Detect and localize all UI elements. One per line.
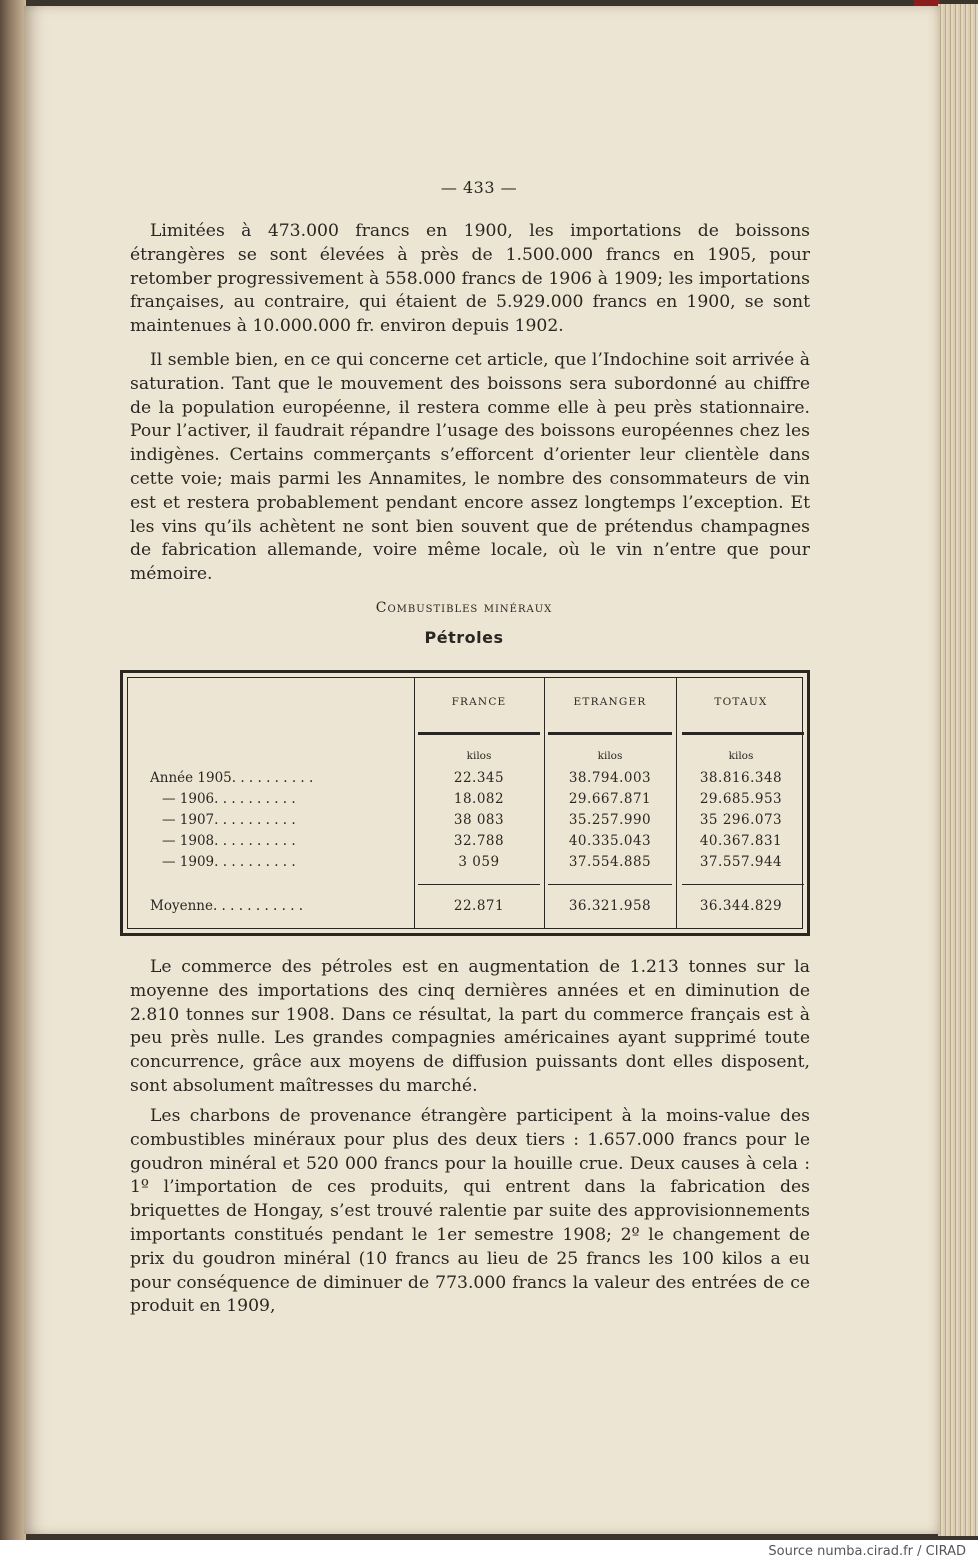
- column-header-france: FRANCE: [451, 696, 507, 708]
- table-row-average: [128, 898, 802, 919]
- header-rule: [548, 732, 672, 735]
- column-header-etranger: ETRANGER: [573, 696, 647, 708]
- unit-label: kilos: [728, 750, 754, 762]
- table-row: [128, 791, 802, 812]
- paragraph-boissons-imports: Limitées à 473.000 francs en 1900, les importations de boissons étrangères se sont élevées à près de 1.500.000 francs en 1905, pour retomber progressivement à 558.000 francs de 1906 à 1909; les importations françaises, au contraire, qui étaient de 5.929.000 francs en 1900, se sont maintenues à 10.000.000 fr. environ depuis 1902.: [130, 221, 810, 337]
- page-fore-edge: [938, 4, 978, 1536]
- paragraph-saturation: Il semble bien, en ce qui concerne cet article, que l’Indochine soit arrivée à saturation. Tant que le mouvement des boissons sera subordonné au chiffre de la population européenne, il restera comme elle à peu près stationnaire. Pour l’activer, il faudrait répandre l’usage des boissons européennes chez les indigènes. Certains commerçants s’efforcent d’orienter leur clientèle dans cette voie; mais parmi les Annamites, le nombre des consommateurs de vin est et restera probablement pendant encore assez longtemps l’exception. Et les vins qu’ils achètent ne sont bien souvent que de prétendus champagnes de fabrication allemande, voire même locale, où le vin n’entre que pour mémoire.: [130, 350, 810, 585]
- cell-totaux: 35 296.073: [699, 812, 783, 828]
- cell-etranger: 38.794.003: [568, 770, 652, 786]
- table-row: [128, 812, 802, 833]
- table-row: [128, 770, 802, 791]
- table-row: [128, 854, 802, 875]
- left-page-edge: [0, 0, 26, 1540]
- cell-totaux: 29.685.953: [699, 791, 783, 807]
- cell-etranger-average: 36.321.958: [568, 898, 652, 914]
- cell-france: 18.082: [453, 791, 505, 807]
- page-number: — 433 —: [440, 178, 518, 197]
- cell-totaux: 38.816.348: [699, 770, 783, 786]
- cell-etranger: 29.667.871: [568, 791, 652, 807]
- row-label: Année 1905. . . . . . . . . .: [150, 770, 314, 786]
- row-label-average: Moyenne. . . . . . . . . . .: [150, 898, 304, 914]
- petroles-table: [120, 670, 810, 936]
- row-label: — 1908. . . . . . . . . .: [162, 833, 296, 849]
- cell-totaux: 40.367.831: [699, 833, 783, 849]
- paragraph-charbons: Les charbons de provenance étrangère participent à la moins-value des combustibles minéraux pour plus des deux tiers : 1.657.000 francs pour le goudron minéral et 520 000 francs pour la houille crue. Deux causes à cela : 1º l’importation de ces produits, qui entrent dans la fabrication des briquettes de Hongay, s’est trouvé ralentie par suite des approvisionnements importants constitués pendant le 1er semestre 1908; 2º le changement de prix du goudron minéral (10 francs au lieu de 25 francs les 100 kilos a eu pour conséquence de diminuer de 773.000 francs la valeur des entrées de ce produit en 1909,: [130, 1106, 810, 1317]
- cell-france: 38 083: [453, 812, 505, 828]
- cell-etranger: 37.554.885: [568, 854, 652, 870]
- paragraph-petroles: Le commerce des pétroles est en augmentation de 1.213 tonnes sur la moyenne des importations des cinq dernières années et en diminution de 2.810 tonnes sur 1908. Dans ce résultat, la part du commerce français est à peu près nulle. Les grandes compagnies américaines ayant supprimé toute concurrence, grâce aux moyens de diffusion puissants dont elles disposent, sont absolument maîtresses du marché.: [130, 957, 810, 1096]
- book-page: [24, 6, 940, 1534]
- total-rule: [682, 884, 804, 885]
- unit-label: kilos: [597, 750, 623, 762]
- header-rule: [682, 732, 804, 735]
- column-header-totaux: TOTAUX: [714, 696, 768, 708]
- cell-france: 22.345: [453, 770, 505, 786]
- cell-france-average: 22.871: [453, 898, 505, 914]
- cell-etranger: 35.257.990: [568, 812, 652, 828]
- unit-label: kilos: [466, 750, 492, 762]
- total-rule: [418, 884, 540, 885]
- cell-totaux-average: 36.344.829: [699, 898, 783, 914]
- cell-totaux: 37.557.944: [699, 854, 783, 870]
- cell-france: 32.788: [453, 833, 505, 849]
- cell-etranger: 40.335.043: [568, 833, 652, 849]
- total-rule: [548, 884, 672, 885]
- header-rule: [418, 732, 540, 735]
- row-label: — 1906. . . . . . . . . .: [162, 791, 296, 807]
- table-inner-frame: [127, 677, 803, 929]
- table-title: Pétroles: [424, 628, 504, 647]
- row-label: — 1909. . . . . . . . . .: [162, 854, 296, 870]
- section-title: Combustibles minéraux: [375, 600, 553, 616]
- cell-france: 3 059: [458, 854, 500, 870]
- row-label: — 1907. . . . . . . . . .: [162, 812, 296, 828]
- source-attribution: Source numba.cirad.fr / CIRAD: [768, 1544, 966, 1559]
- table-row: [128, 833, 802, 854]
